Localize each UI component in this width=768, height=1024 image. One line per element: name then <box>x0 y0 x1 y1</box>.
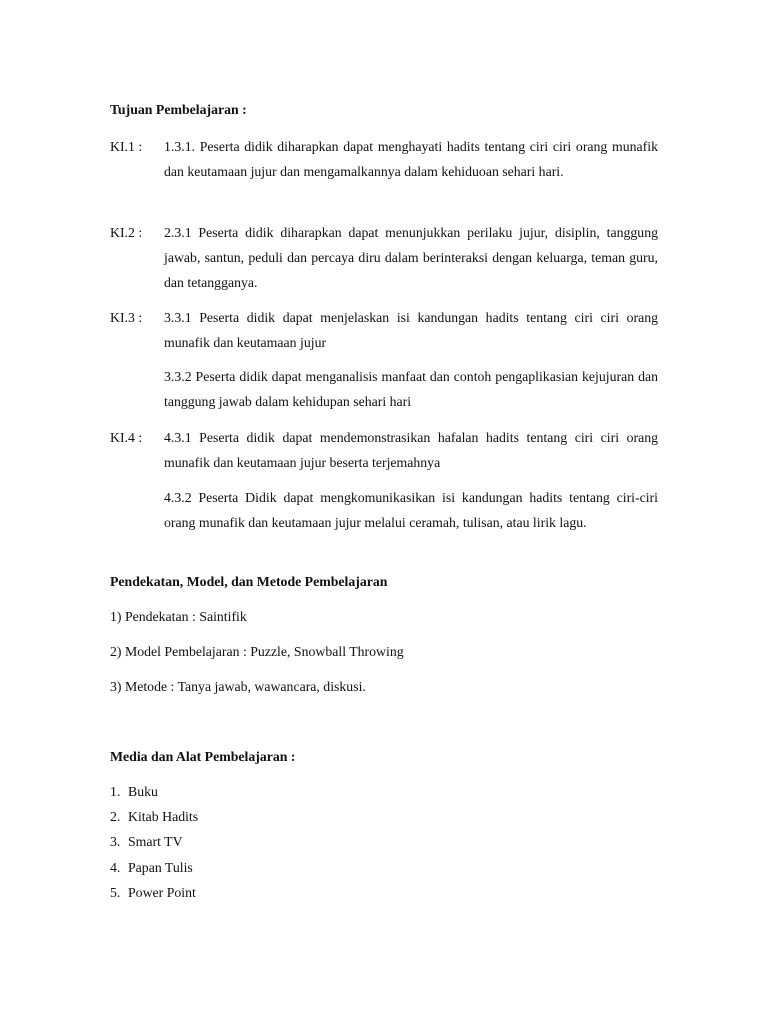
ki-4-text-1: 4.3.1 Peserta didik dapat mendemonstrasikan hafalan hadits tentang ciri ciri orang munafik dan keutamaan jujur beserta terjemahnya <box>164 430 658 470</box>
ki-4-label: KI.4 : <box>110 430 143 445</box>
media-item-text: Kitab Hadits <box>128 809 199 824</box>
media-list-item <box>110 860 193 876</box>
media-item-number: 2. <box>110 809 121 824</box>
ki-2-label: KI.2 : <box>110 225 143 240</box>
media-item-text: Smart TV <box>128 834 183 849</box>
media-list-item <box>110 784 158 800</box>
media-list-item <box>110 809 198 825</box>
ki-1-text: 1.3.1. Peserta didik diharapkan dapat menghayati hadits tentang ciri ciri orang munafik dan keutamaan jujur dan mengamalkannya dalam kehiduoan sehari hari. <box>164 139 658 179</box>
pendekatan-heading: Pendekatan, Model, dan Metode Pembelajaran <box>110 574 388 589</box>
pendekatan-item-1: 1) Pendekatan : Saintifik <box>110 609 247 624</box>
media-heading: Media dan Alat Pembelajaran : <box>110 749 296 764</box>
media-list-item <box>110 834 183 850</box>
ki-1-label: KI.1 : <box>110 139 143 154</box>
media-item-number: 4. <box>110 860 121 875</box>
media-list-item <box>110 885 196 901</box>
media-item-number: 3. <box>110 834 121 849</box>
media-item-number: 5. <box>110 885 121 900</box>
ki-4-text-2: 4.3.2 Peserta Didik dapat mengkomunikasikan isi kandungan hadits tentang ciri-ciri orang munafik dan keutamaan jujur melalui ceramah, tulisan, atau lirik lagu. <box>164 490 658 530</box>
pendekatan-item-3: 3) Metode : Tanya jawab, wawancara, diskusi. <box>110 679 366 694</box>
ki-3-text-1: 3.3.1 Peserta didik dapat menjelaskan isi kandungan hadits tentang ciri ciri orang munafik dan keutamaan jujur <box>164 310 658 350</box>
media-item-number: 1. <box>110 784 121 799</box>
media-item-text: Buku <box>128 784 158 799</box>
media-item-text: Power Point <box>128 885 196 900</box>
ki-3-label: KI.3 : <box>110 310 143 325</box>
ki-3-text-2: 3.3.2 Peserta didik dapat menganalisis manfaat dan contoh pengaplikasian kejujuran dan tanggung jawab dalam kehidupan sehari hari <box>164 369 658 409</box>
tujuan-heading: Tujuan Pembelajaran : <box>110 102 247 117</box>
ki-2-text: 2.3.1 Peserta didik diharapkan dapat menunjukkan perilaku jujur, disiplin, tanggung jawab, santun, peduli dan percaya diru dalam berinteraksi dengan keluarga, teman guru, dan tetangganya. <box>164 225 658 290</box>
media-item-text: Papan Tulis <box>128 860 193 875</box>
pendekatan-item-2: 2) Model Pembelajaran : Puzzle, Snowball Throwing <box>110 644 404 659</box>
